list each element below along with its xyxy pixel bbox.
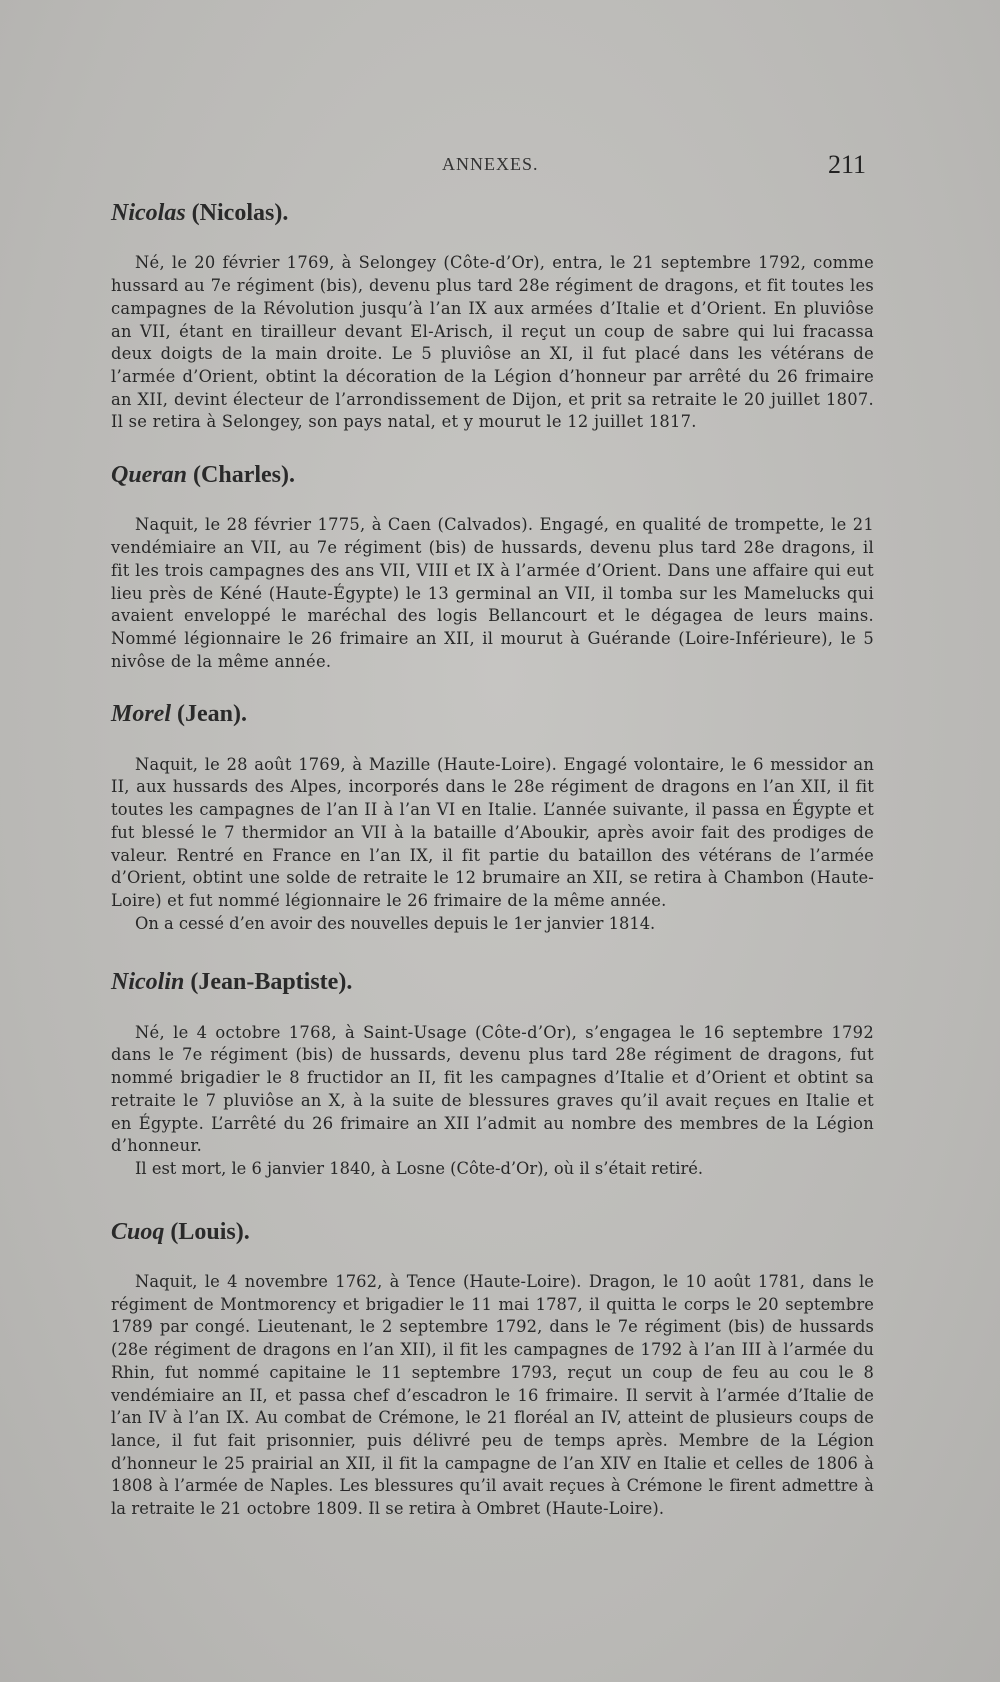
entry-heading (111, 701, 874, 727)
running-head (0, 150, 1000, 182)
entry-surname: Nicolas (111, 200, 186, 226)
entry-heading (111, 969, 874, 995)
entry-surname: Queran (111, 462, 188, 489)
running-title: ANNEXES. (442, 154, 539, 174)
entry-given-name: (Louis). (170, 1218, 250, 1245)
page-number: 211 (828, 150, 867, 179)
entry-given-name: (Jean). (177, 701, 247, 728)
entry-given-name: (Jean-Baptiste). (190, 969, 353, 996)
entry-given-name: (Nicolas). (191, 200, 289, 226)
entry-body: Naquit, le 28 février 1775, à Caen (Calvados). Engagé, en qualité de trompette, le 21 vendémiaire an VII, au 7e régiment (bis) de hussards, devenu plus tard 28e dragons, il fit les trois campagnes des ans VII, VIII et IX à l’armée d’Orient. Dans une affaire qui eut lieu près de Kéné (Haute-Égypte) le 13 germinal an VII, il tomba sur les Mamelucks qui avaient enveloppé le maréchal des logis Bellancourt et le dégagea de leurs mains. Nommé légionnaire le 26 frimaire an XII, il mourut à Guérande (Loire-Inférieure), le 5 nivôse de la même année. (111, 515, 874, 671)
entry-surname: Morel (111, 701, 171, 728)
entry-nicolas (111, 200, 874, 434)
entry-morel (111, 701, 874, 935)
entry-heading (111, 462, 874, 488)
entry-body: Naquit, le 28 août 1769, à Mazille (Haute-Loire). Engagé volontaire, le 6 messidor an II, aux hussards des Alpes, incorporés dans le 28e régiment de dragons en l’an XII, il fit toutes les campagnes de l’an II à l’an VI en Italie. L’année suivante, il passa en Égypte et fut blessé le 7 thermidor an VII à la bataille d’Aboukir, après avoir fait des prodiges de valeur. Rentré en France en l’an IX, il fit partie du bataillon des vétérans de l’armée d’Orient, obtint une solde de retraite le 12 brumaire an XII, se retira à Chambon (Haute-Loire) et fut nommé légionnaire le 26 frimaire de la même année. (111, 754, 874, 910)
entry-nicolin (111, 969, 874, 1180)
entry-given-name: (Charles). (193, 462, 296, 489)
entry-queran (111, 462, 874, 673)
entry-heading (111, 200, 874, 226)
entry-note: On a cessé d’en avoir des nouvelles depuis le 1er janvier 1814. (135, 913, 656, 933)
entry-body: Né, le 4 octobre 1768, à Saint-Usage (Côte-d’Or), s’engagea le 16 septembre 1792 dans le 7e régiment (bis) de hussards, devenu plus tard 28e régiment de dragons, fut nommé brigadier le 8 fructidor an II, fit les campagnes d’Italie et d’Orient et obtint sa retraite le 7 pluviôse an X, à la suite de blessures graves qu’il avait reçues en Italie et en Égypte. L’arrêté du 26 frimaire an XII l’admit au nombre des membres de la Légion d’honneur. (111, 1022, 874, 1156)
entries-column (111, 200, 874, 1521)
entry-cuoq (111, 1219, 874, 1521)
entry-surname: Nicolin (111, 969, 185, 996)
entry-body: Né, le 20 février 1769, à Selongey (Côte-d’Or), entra, le 21 septembre 1792, comme hussard au 7e régiment (bis), devenu plus tard 28e régiment de dragons, et fit toutes les campagnes de la Révolution jusqu’à l’an IX aux armées d’Italie et d’Orient. En pluviôse an VII, étant en tirailleur devant El-Arisch, il reçut un coup de sabre qui lui fracassa deux doigts de la main droite. Le 5 pluviôse an XI, il fut placé dans les vétérans de l’armée d’Orient, obtint la décoration de la Légion d’honneur par arrêté du 26 frimaire an XII, devint électeur de l’arrondissement de Dijon, et prit sa retraite le 20 juillet 1807. Il se retira à Selongey, son pays natal, et y mourut le 12 juillet 1817. (111, 253, 874, 432)
entry-surname: Cuoq (111, 1218, 165, 1245)
entry-heading (111, 1219, 874, 1245)
entry-body: Naquit, le 4 novembre 1762, à Tence (Haute-Loire). Dragon, le 10 août 1781, dans le régiment de Montmorency et brigadier le 11 mai 1787, il quitta le corps le 20 septembre 1789 par congé. Lieutenant, le 2 septembre 1792, dans le 7e régiment (bis) de hussards (28e régiment de dragons en l’an XII), il fit les campagnes de 1792 à l’an III à l’armée du Rhin, fut nommé capitaine le 11 septembre 1793, reçut un coup de feu au cou le 8 vendémiaire an II, et passa chef d’escadron le 16 frimaire. Il servit à l’armée d’Italie de l’an IV à l’an IX. Au combat de Crémone, le 21 floréal an IV, atteint de plusieurs coups de lance, il fut fait prisonnier, puis délivré peu de temps après. Membre de la Légion d’honneur le 25 prairial an XII, il fit la campagne de l’an XIV en Italie et celles de 1806 à 1808 à l’armée de Naples. Les blessures qu’il avait reçues à Crémone le firent admettre à la retraite le 21 octobre 1809. Il se retira à Ombret (Haute-Loire). (111, 1272, 874, 1519)
entry-note: Il est mort, le 6 janvier 1840, à Losne (Côte-d’Or), où il s’était retiré. (135, 1158, 704, 1178)
